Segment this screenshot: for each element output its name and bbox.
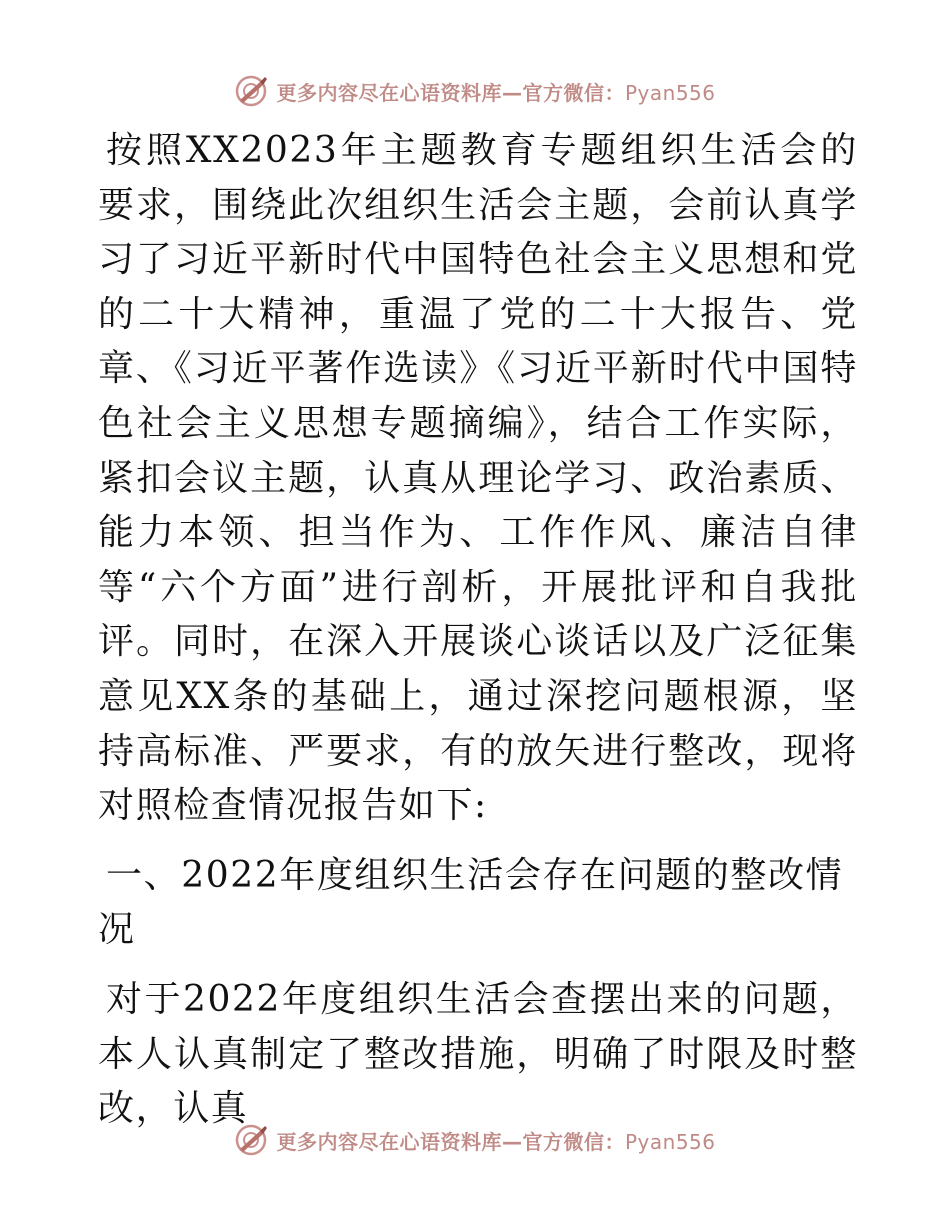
section-heading-1: 一、2022年度组织生活会存在问题的整改情况 <box>98 854 844 951</box>
watermark-text: 更多内容尽在心语资料库—官方微信：Pyan556 <box>276 1129 716 1154</box>
header-watermark <box>0 71 950 111</box>
body-paragraph-intro: 按照XX2023年主题教育专题组织生活会的要求，围绕此次组织生活会主题，会前认真学习了习近平新时代中国特色社会主义思想和党的二十大精神，重温了党的二十大报告、党章、《习近平著作选读》《习近平新时代中国特色社会主义思想专题摘编》，结合工作实际，紧扣会议主题，认真从理论学习、政治素质、能力本领、担当作为、工作作风、廉洁自律等“六个方面”进行剖析，开展批评和自我批评。同时，在深入开展谈心谈话以及广泛征集意见XX条的基础上，通过深挖问题根源，坚持高标准、严要求，有的放矢进行整改，现将对照检查情况报告如下: <box>98 130 858 827</box>
seal-logo-icon <box>234 74 268 108</box>
watermark-text: 更多内容尽在心语资料库—官方微信：Pyan556 <box>276 80 716 105</box>
document-body <box>98 124 858 1137</box>
seal-logo-icon <box>234 1123 268 1157</box>
body-paragraph-section-1: 对于2022年度组织生活会查摆出来的问题，本人认真制定了整改措施，明确了时限及时整改，认真 <box>98 978 858 1130</box>
footer-watermark <box>0 1120 950 1160</box>
